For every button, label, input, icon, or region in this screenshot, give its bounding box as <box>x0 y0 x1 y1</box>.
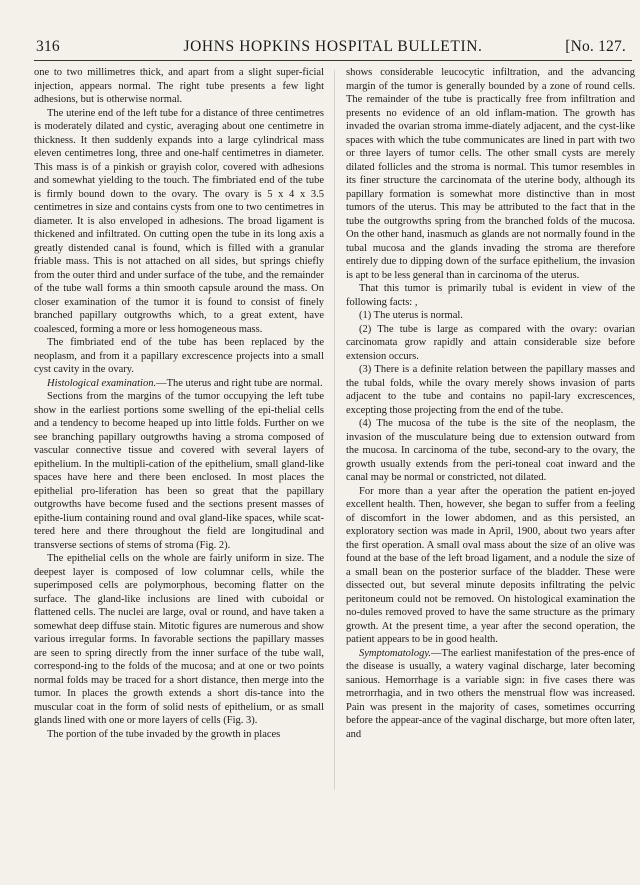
paragraph <box>346 363 635 417</box>
paragraph <box>34 336 324 377</box>
paragraph <box>346 309 635 323</box>
paragraph-text: —The earliest manifestation of the pres-ence of the disease is usually, a watery vaginal discharge, later becoming sanious. Hemorrhage is a variable sign: in five cases there was metrorrhagia, and in two others the menstrual flow was increased. Pain was present in the majority of cases, sometimes occurring before the appear-ance of the vaginal discharge, but more often later, and <box>346 647 635 740</box>
column-gutter <box>334 70 335 790</box>
paragraph <box>34 377 324 391</box>
paragraph-text: (4) The mucosa of the tube is the site of the neoplasm, the invasion of the musculature being due to extension outward from the mucosa. In carcinoma of the tube, second-ary to the ovary, the growth usually extends from the peri-toneal coat inward and the canal may be normal or constricted, not dilated. <box>346 418 635 483</box>
page-header <box>36 38 630 60</box>
paragraph <box>34 390 324 552</box>
paragraph <box>346 323 635 364</box>
paragraph-text: The uterine end of the left tube for a distance of three centimetres is moderately dilated and cystic, averaging about one centimetre in thickness. It then suddenly expands into a large cylindrical mass eleven centimetres long, three and one-half centimetres in diameter. This mass is of a pinkish or grayish color, covered with adhesions and somewhat yielding to the touch. The fimbriated end of the tube is firmly bound down to the ovary. The ovary is 5 x 4 x 3.5 centimetres in size and contains cysts from one to two centimetres in diameter. It is also enveloped in adhesions. The broad ligament is thickened and infiltrated. On cutting open the tube in its long axis a greatly distended canal is found, which is filled with a granular friable mass. This is not attached on all sides, but springs chiefly from the outer third and under surface of the tube, and the remainder of the tube wall forms a thin smooth capsule around the mass. On closer examination of the tumor it is found to consist of finely branched papillary outgrowths which, to a great extent, have coalesced, forming a more or less homogeneous mass. <box>34 107 324 335</box>
paragraph-text: (2) The tube is large as compared with the ovary: ovarian carcinomata grow rapidly and attain considerable size before extension occurs. <box>346 323 635 362</box>
paragraph <box>346 485 635 647</box>
paragraph-text: The portion of the tube invaded by the growth in places <box>47 728 281 740</box>
right-column <box>346 66 635 741</box>
paragraph-text: That this tumor is primarily tubal is evident in view of the following facts: , <box>346 283 635 308</box>
paragraph-text: shows considerable leucocytic infiltration, and the advancing margin of the tumor is generally bounded by a zone of round cells. The remainder of the tube is practically free from infiltration and presents no evidence of an old inflam-mation. The growth has invaded the ovarian stroma imme-diately adjacent, and the cyst-like spaces with which the tube communicates are lined in part with two or three layers of tumor cells. The other small cysts are merely dilated follicles and the stroma is normal. This tumor resembles in its finer structure the carcinomata of the uterine body, although its papillary formation is somewhat more distinctive than in most tumors of the uterus. This may be attributed to the fact that in the tube the outgrowths spring from the branched folds of the mucosa. On the other hand, inasmuch as glands are not normally found in the tubal mucosa and the glands invading the stroma are therefore entirely due to dipping down of the surface epithelium, the invasion is apt to be less general than in carcinoma of the uterus. <box>346 67 635 281</box>
left-column <box>34 66 324 741</box>
section-heading: Histological examination. <box>47 377 157 389</box>
page-number: 316 <box>36 38 60 55</box>
paragraph <box>346 417 635 485</box>
section-heading: Symptomatology. <box>359 647 432 659</box>
paragraph <box>34 66 324 107</box>
paragraph-text: The fimbriated end of the tube has been replaced by the neoplasm, and from it a papillary excrescence projects into a small cyst cavity in the ovary. <box>34 337 324 375</box>
paragraph <box>346 282 635 309</box>
paragraph-text: Sections from the margins of the tumor occupying the left tube show in the earliest portions some swelling of the epi-thelial cells and a tendency to become heaped up into little folds. Further on we see branching papillary outgrowths having a stroma composed of vascular connective tissue and covered with several layers of epithelium. In the multipli-cation of the epithelium, small gland-like spaces have here and there been enclosed. In most places the epithelial pro-liferation has been so great that the papillary outgrowths have become fused and the sections present masses of epithe-lium containing round and oval gland-like spaces, while scat-tered here and there throughout the field are longitudinal and transverse sections of stems of stroma (Fig. 2). <box>34 391 324 551</box>
paragraph <box>34 728 324 742</box>
paragraph <box>346 66 635 282</box>
header-rule <box>34 60 632 61</box>
issue-number: [No. 127. <box>565 38 626 55</box>
paragraph-text: one to two millimetres thick, and apart from a slight super-ficial injection, appears normal. The right tube presents a few light adhesions, but is otherwise normal. <box>34 67 324 105</box>
paragraph-text: The epithelial cells on the whole are fairly uniform in size. The deepest layer is composed of low columnar cells, while the superimposed cells are polymorphous, becoming flatter on the surface. The gland-like inclusions are lined with cuboidal or flattened cells. The nuclei are large, oval or round, and have taken a somewhat deep diffuse stain. Mitotic figures are numerous and show various irregular forms. In favorable sections the papillary masses are seen to spring directly from the inner surface of the tube wall, correspond-ing to the folds of the mucosa; and at one or two points normal folds may be traced for a short distance, then merge into the tumor. In places the growth extends a short dis-tance into the muscular coat in the form of solid nests of epithelium, or as small glands lined with one or more layers of cells (Fig. 3). <box>34 553 324 726</box>
paragraph <box>34 552 324 728</box>
journal-title: JOHNS HOPKINS HOSPITAL BULLETIN. <box>183 38 483 55</box>
paragraph-text: (1) The uterus is normal. <box>359 310 463 321</box>
paragraph-text: —The uterus and right tube are normal. <box>156 377 323 389</box>
paragraph <box>34 107 324 337</box>
paragraph <box>346 647 635 742</box>
paragraph-text: For more than a year after the operation the patient en-joyed excellent health. Then, however, she began to suffer from a feeling of discomfort in the lower abdomen, and as this persisted, an exploratory section was made in April, 1900, about two years after the first operation. A small oval mass about the size of an olive was found at the base of the left broad ligament, and a nodule the size of a small bean on the posterior surface of the bladder. These were dissected out, but several minute deposits infiltrating the pelvic peritoneum could not be removed. On histological examination the no-dules removed proved to have the same structure as the primary growth. At the present time, a year after the second operation, the patient appears to be in good health. <box>346 485 635 645</box>
paragraph-text: (3) There is a definite relation between the papillary masses and the tubal folds, while the ovary merely shows invasion of parts adjacent to the tube and contains no papil-lary excrescences, excepting those projecting from the end of the tube. <box>346 364 635 416</box>
